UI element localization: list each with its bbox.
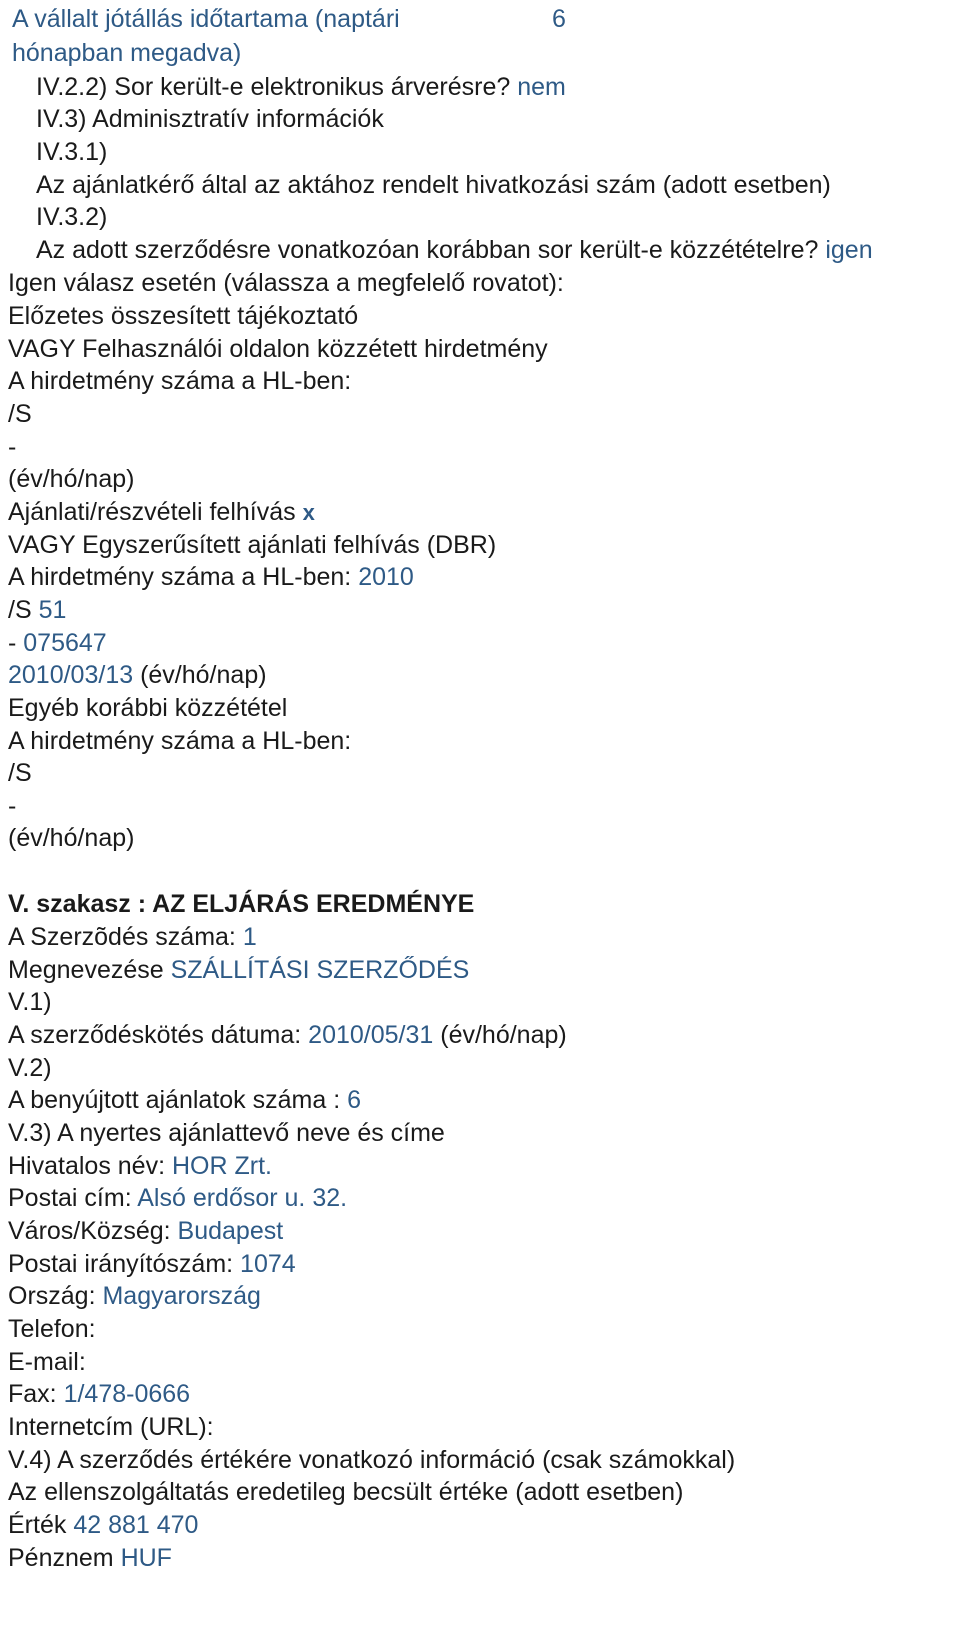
amount-row [8,1510,198,1540]
block2-hl-label: A hirdetmény száma a HL-ben: [8,563,352,591]
country-label: Ország: [8,1282,96,1310]
invitation-mark: x [302,500,315,525]
block2-date-value: 2010/03/13 [8,661,134,689]
city-value: Budapest [177,1217,284,1245]
warranty-value: 6 [552,5,566,33]
city-label: Város/Község: [8,1217,171,1245]
block3-hl-label: A hirdetmény száma a HL-ben: [8,727,352,755]
country-row [8,1281,261,1311]
contract-date-value: 2010/05/31 [308,1021,434,1049]
invitation-row [8,497,315,528]
block2-dash-value: 075647 [23,629,107,657]
admin-heading: IV.3) Adminisztratív információk [36,105,384,133]
postcode-value: 1074 [240,1250,296,1278]
postcode-label: Postai irányítószám: [8,1250,234,1278]
contract-name-value: SZÁLLÍTÁSI SZERZŐDÉS [170,956,470,984]
auction-label: IV.2.2) Sor került-e elektronikus árverésre? [36,73,511,101]
phone-label: Telefon: [8,1315,96,1343]
official-name-value: HOR Zrt. [171,1152,272,1180]
postal-address-value: Alsó erdősor u. 32. [137,1184,348,1212]
estimated-label: Az ellenszolgáltatás eredetileg becsült értéke (adott esetben) [8,1478,684,1506]
block2-dash: - [8,629,17,657]
value-heading: V.4) A szerződés értékére vonatkozó információ (csak számokkal) [8,1446,736,1474]
contract-date-format: (év/hó/nap) [440,1021,567,1049]
contract-date-label: A szerződéskötés dátuma: [8,1021,302,1049]
v2-code: V.2) [8,1054,52,1082]
official-name-row [8,1151,272,1181]
currency-value: HUF [120,1544,172,1572]
block1-dash: - [8,433,17,461]
currency-label: Pénznem [8,1544,114,1572]
block1-s-label: /S [8,400,32,428]
official-name-label: Hivatalos név: [8,1152,166,1180]
block3-date-format: (év/hó/nap) [8,824,135,852]
block1-hl-label: A hirdetmény száma a HL-ben: [8,367,352,395]
url-label: Internetcím (URL): [8,1413,214,1441]
contract-no-value: 1 [242,923,257,951]
buyer-profile-label: VAGY Felhasználói oldalon közzétett hirdetmény [8,335,548,363]
prev-pub-hint: Igen válasz esetén (válassza a megfelelő rovatot): [8,269,564,297]
block2-dash-row [8,628,107,658]
offers-row [8,1085,361,1115]
postal-address-label: Postai cím: [8,1184,132,1212]
v1-code: V.1) [8,988,52,1016]
block2-hl-row [8,562,414,592]
pin-label: Előzetes összesített tájékoztató [8,302,359,330]
warranty-label [12,2,400,70]
auction-value: nem [517,73,566,101]
block1-date-format: (év/hó/nap) [8,465,135,493]
block2-s-label: /S [8,596,32,624]
prev-pub-row [36,235,873,265]
offers-label: A benyújtott ajánlatok száma : [8,1086,341,1114]
contract-date-row [8,1020,567,1050]
currency-row [8,1543,172,1573]
prev-pub-value: igen [825,236,873,264]
ref-number-label: Az ajánlatkérő által az aktához rendelt hivatkozási szám (adott esetben) [36,171,831,199]
fax-value: 1/478-0666 [63,1380,191,1408]
block3-dash: - [8,792,17,820]
block2-s-row [8,595,66,625]
block2-date-row [8,660,267,690]
amount-label: Érték [8,1511,67,1539]
country-value: Magyarország [102,1282,261,1310]
offers-value: 6 [347,1086,362,1114]
email-label: E-mail: [8,1348,86,1376]
city-row [8,1216,283,1246]
dbr-label: VAGY Egyszerűsített ajánlati felhívás (DBR) [8,531,497,559]
other-pub-label: Egyéb korábbi közzététel [8,694,288,722]
amount-value: 42 881 470 [73,1511,199,1539]
contract-no-row [8,922,257,952]
winner-heading: V.3) A nyertes ajánlattevő neve és címe [8,1119,445,1147]
invitation-label: Ajánlati/részvételi felhívás [8,498,296,526]
contract-name-row [8,955,469,985]
warranty-label-line1: A vállalt jótállás időtartama (naptári [12,5,400,33]
block2-hl-value: 2010 [358,563,414,591]
fax-row [8,1379,190,1409]
warranty-label-line2: hónapban megadva) [12,39,242,67]
block2-s-value: 51 [38,596,67,624]
postcode-row [8,1249,296,1279]
ref-number-code: IV.3.1) [36,138,108,166]
prev-pub-label: Az adott szerződésre vonatkozóan korábban sor került-e közzétételre? [36,236,819,264]
prev-pub-code: IV.3.2) [36,203,108,231]
contract-no-label: A Szerzõdés száma: [8,923,236,951]
auction-row [36,72,566,102]
fax-label: Fax: [8,1380,57,1408]
section-v-heading: V. szakasz : AZ ELJÁRÁS EREDMÉNYE [8,890,475,918]
postal-address-row [8,1183,347,1213]
contract-name-label: Megnevezése [8,956,164,984]
block3-s-label: /S [8,759,32,787]
block2-date-format: (év/hó/nap) [140,661,267,689]
